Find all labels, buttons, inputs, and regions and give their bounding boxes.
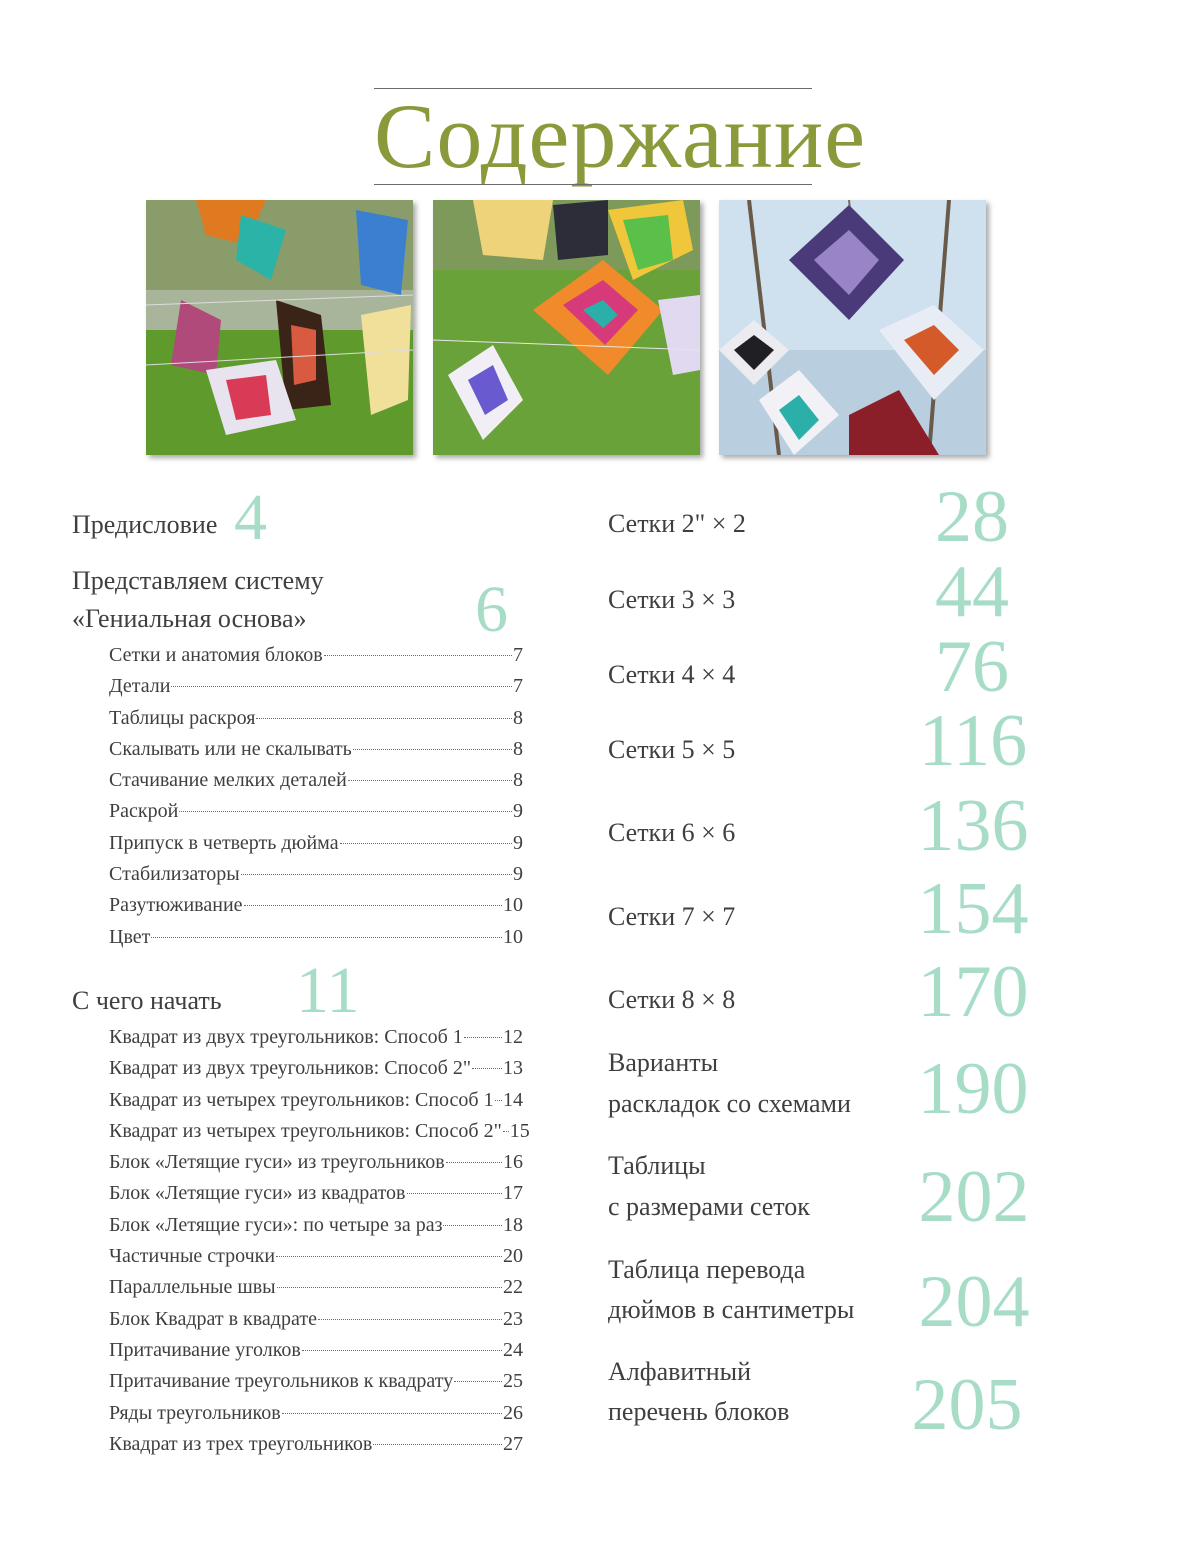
toc-grids-4x4-label[interactable]: Сетки 4 × 4	[608, 660, 736, 689]
toc-item-label: Раскрой	[109, 800, 179, 823]
toc-item-page: 10	[503, 925, 523, 948]
toc-item[interactable]	[109, 734, 523, 765]
toc-preface-label[interactable]: Предисловие	[72, 510, 218, 539]
toc-item-label: Припуск в четверть дюйма	[109, 831, 339, 854]
toc-index-page[interactable]: 205	[911, 1364, 1023, 1446]
toc-system-page[interactable]: 6	[475, 573, 508, 646]
toc-conversion-page[interactable]: 204	[918, 1261, 1030, 1343]
toc-item-label: Стабилизаторы	[109, 863, 240, 886]
toc-item-page: 16	[503, 1151, 523, 1174]
toc-grid-tables-page[interactable]: 202	[918, 1156, 1030, 1238]
toc-layouts-page[interactable]: 190	[917, 1048, 1029, 1130]
toc-item[interactable]	[109, 1022, 523, 1053]
toc-item-page: 13	[503, 1057, 523, 1080]
toc-item-label: Квадрат из трех треугольников	[109, 1432, 373, 1455]
toc-grids-3x3-label[interactable]: Сетки 3 × 3	[608, 585, 736, 614]
toc-item-page: 23	[503, 1307, 523, 1330]
toc-item-page: 15	[509, 1119, 530, 1142]
toc-item[interactable]	[109, 890, 523, 921]
toc-leader-dots	[446, 1162, 502, 1163]
toc-grids-7x7-page[interactable]: 154	[917, 868, 1029, 950]
toc-item-label: Квадрат из четырех треугольников: Способ 1	[109, 1088, 494, 1111]
toc-item-label: Частичные строчки	[109, 1245, 276, 1268]
toc-item[interactable]	[109, 1398, 523, 1429]
toc-grids-8x8-label[interactable]: Сетки 8 × 8	[608, 985, 736, 1014]
toc-item-label: Блок Квадрат в квадрате	[109, 1307, 317, 1330]
toc-item[interactable]	[109, 640, 523, 671]
toc-grids-5x5-page[interactable]: 116	[918, 700, 1028, 782]
toc-start-page[interactable]: 11	[296, 954, 360, 1027]
toc-leader-dots	[443, 1225, 502, 1226]
toc-item-label: Разутюживание	[109, 894, 243, 917]
toc-item-label: Притачивание уголков	[109, 1338, 301, 1361]
toc-start-label[interactable]: С чего начать	[72, 986, 222, 1015]
toc-item[interactable]	[109, 922, 523, 953]
toc-item[interactable]	[109, 1147, 523, 1178]
toc-leader-dots	[171, 686, 512, 687]
quilt-blocks-photo-3	[719, 200, 986, 455]
toc-leader-dots	[276, 1256, 502, 1257]
toc-grids-6x6-page[interactable]: 136	[917, 785, 1029, 867]
toc-system-label-line1[interactable]: Представляем систему	[72, 566, 324, 595]
toc-leader-dots	[407, 1193, 503, 1194]
toc-leader-dots	[353, 749, 512, 750]
toc-grids-2x2-label[interactable]: Сетки 2" × 2	[608, 509, 746, 538]
toc-item-label: Блок «Летящие гуси»: по четыре за раз	[109, 1213, 443, 1236]
toc-grids-4x4-page[interactable]: 76	[935, 626, 1009, 708]
toc-item-label: Блок «Летящие гуси» из треугольников	[109, 1151, 445, 1174]
toc-item-page: 27	[503, 1432, 523, 1455]
toc-grid-tables-label-line2[interactable]: с размерами сеток	[608, 1192, 810, 1221]
toc-item-label: Квадрат из двух треугольников: Способ 2"	[109, 1057, 471, 1080]
toc-leader-dots	[151, 937, 502, 938]
toc-leader-dots	[256, 718, 512, 719]
toc-item-label: Скалывать или не скалывать	[109, 737, 352, 760]
toc-item-page: 17	[503, 1182, 523, 1205]
toc-leader-dots	[503, 1131, 509, 1132]
toc-item[interactable]	[109, 859, 523, 890]
toc-conversion-label-line2[interactable]: дюймов в сантиметры	[608, 1295, 855, 1324]
toc-item[interactable]	[109, 1178, 523, 1209]
toc-item-page: 9	[513, 863, 523, 886]
toc-leader-dots	[324, 655, 512, 656]
toc-item-page: 9	[513, 831, 523, 854]
toc-item[interactable]	[109, 796, 523, 827]
toc-item-page: 22	[503, 1276, 523, 1299]
toc-index-label-line1[interactable]: Алфавитный	[608, 1357, 751, 1386]
toc-item[interactable]	[109, 1116, 530, 1147]
toc-item-label: Квадрат из четырех треугольников: Способ 2"	[109, 1119, 502, 1142]
toc-grids-7x7-label[interactable]: Сетки 7 × 7	[608, 902, 736, 931]
toc-item-page: 12	[503, 1026, 523, 1048]
toc-item[interactable]	[109, 828, 523, 859]
toc-leader-dots	[318, 1319, 502, 1320]
toc-leader-dots	[464, 1037, 502, 1038]
toc-item-page: 20	[503, 1245, 523, 1268]
toc-leader-dots	[282, 1413, 502, 1414]
toc-item[interactable]	[109, 1366, 523, 1397]
toc-item[interactable]	[109, 1053, 523, 1084]
toc-grids-8x8-page[interactable]: 170	[917, 951, 1029, 1033]
quilt-blocks-photo-2	[433, 200, 700, 455]
quilt-blocks-photo-1	[146, 200, 413, 455]
toc-grids-6x6-label[interactable]: Сетки 6 × 6	[608, 818, 736, 847]
toc-item-label: Цвет	[109, 925, 151, 948]
toc-item[interactable]	[109, 671, 523, 702]
page-title: Содержание	[374, 85, 867, 187]
toc-layouts-label-line1[interactable]: Варианты	[608, 1048, 719, 1077]
toc-item[interactable]	[109, 1210, 523, 1241]
toc-leader-dots	[348, 780, 512, 781]
toc-start-list	[109, 1022, 530, 1460]
toc-leader-dots	[454, 1381, 502, 1382]
toc-grids-2x2-page[interactable]: 28	[935, 476, 1009, 558]
toc-item-page: 8	[513, 737, 523, 760]
toc-layouts-label-line2[interactable]: раскладок со схемами	[608, 1089, 851, 1118]
toc-item-page: 7	[513, 675, 523, 698]
toc-leader-dots	[241, 874, 512, 875]
toc-item[interactable]	[109, 1304, 523, 1335]
toc-item-page: 26	[503, 1401, 523, 1424]
toc-item[interactable]	[109, 1085, 523, 1116]
toc-grids-3x3-page[interactable]: 44	[935, 551, 1009, 633]
toc-item-page: 14	[503, 1088, 523, 1111]
toc-item-label: Параллельные швы	[109, 1276, 276, 1299]
toc-leader-dots	[495, 1100, 502, 1101]
toc-item[interactable]	[109, 1272, 523, 1303]
toc-system-label-line2[interactable]: «Гениальная основа»	[72, 604, 307, 633]
toc-conversion-label-line1[interactable]: Таблица перевода	[608, 1255, 806, 1284]
toc-index-label-line2[interactable]: перечень блоков	[608, 1397, 790, 1426]
toc-item-page: 7	[513, 644, 523, 666]
toc-item-page: 9	[513, 800, 523, 823]
toc-leader-dots	[373, 1444, 502, 1445]
toc-leader-dots	[302, 1350, 502, 1351]
toc-leader-dots	[472, 1068, 502, 1069]
toc-item-page: 10	[503, 894, 523, 917]
toc-item-label: Квадрат из двух треугольников: Способ 1	[109, 1026, 463, 1048]
toc-grids-5x5-label[interactable]: Сетки 5 × 5	[608, 735, 736, 764]
toc-item-label: Стачивание мелких деталей	[109, 769, 347, 792]
toc-item[interactable]	[109, 1241, 523, 1272]
toc-item-label: Детали	[109, 675, 171, 698]
toc-leader-dots	[340, 843, 512, 844]
toc-item[interactable]	[109, 1335, 523, 1366]
toc-item-page: 24	[503, 1338, 523, 1361]
toc-leader-dots	[244, 905, 502, 906]
toc-grid-tables-label-line1[interactable]: Таблицы	[608, 1151, 706, 1180]
toc-item-label: Блок «Летящие гуси» из квадратов	[109, 1182, 406, 1205]
toc-item-label: Притачивание треугольников к квадрату	[109, 1370, 454, 1393]
toc-item[interactable]	[109, 703, 523, 734]
toc-item[interactable]	[109, 1429, 523, 1460]
toc-item-page: 18	[503, 1213, 523, 1236]
toc-item-page: 8	[513, 769, 523, 792]
toc-item-label: Сетки и анатомия блоков	[109, 644, 323, 666]
toc-item-page: 8	[513, 706, 523, 729]
toc-leader-dots	[179, 811, 512, 812]
toc-preface-page[interactable]: 4	[234, 481, 267, 554]
toc-item-page: 25	[503, 1370, 523, 1393]
toc-item[interactable]	[109, 765, 523, 796]
toc-item-label: Ряды треугольников	[109, 1401, 281, 1424]
toc-item-label: Таблицы раскроя	[109, 706, 256, 729]
toc-system-list	[109, 640, 523, 953]
title-bottom-rule	[374, 184, 812, 185]
toc-leader-dots	[277, 1287, 502, 1288]
